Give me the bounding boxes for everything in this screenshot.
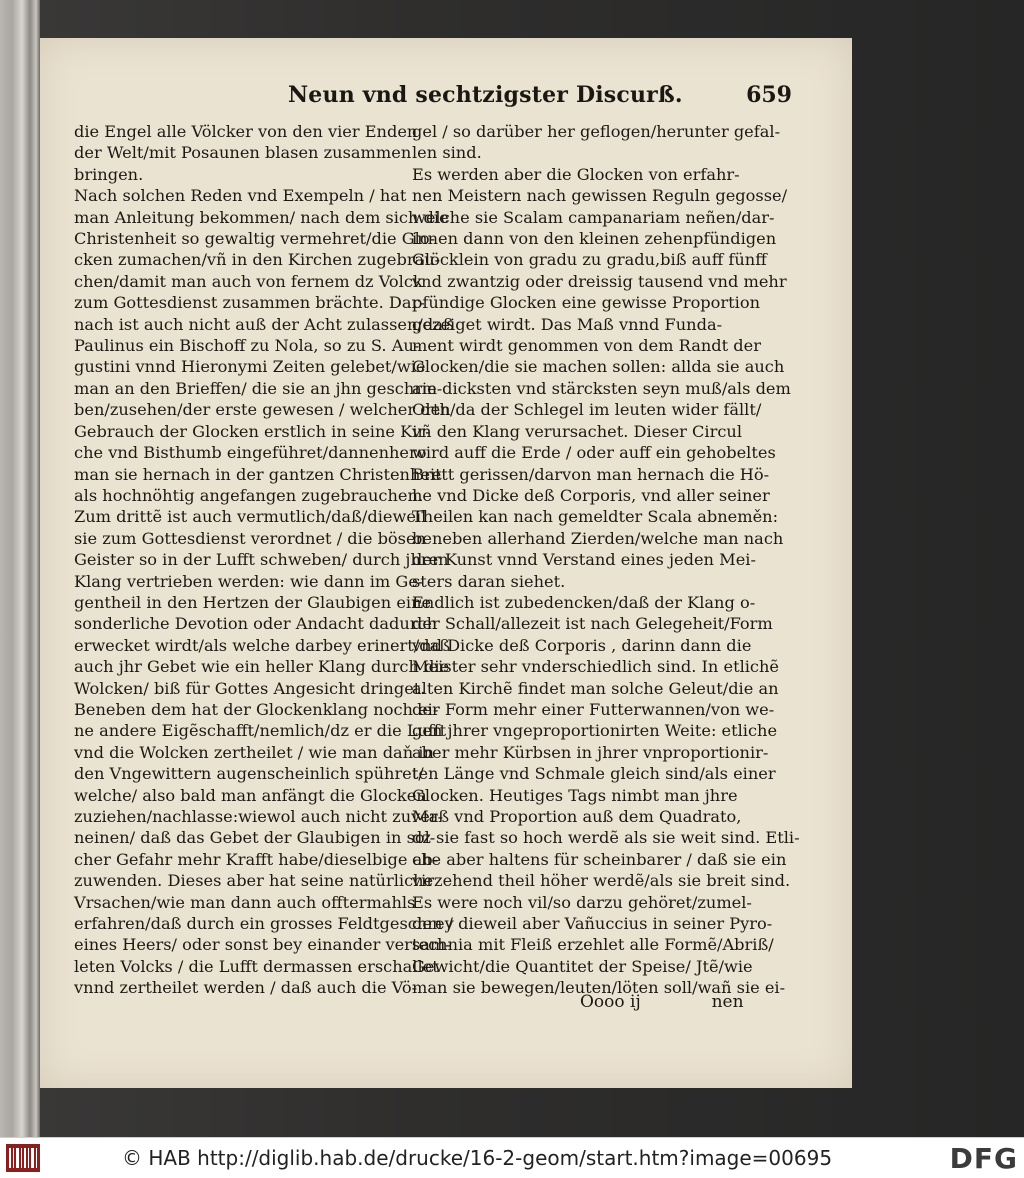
left-column-line: man an den Brieffen/ die sie an jhn geschrie- [74, 378, 443, 398]
left-column-line: che vnd Bisthumb eingeführet/dannenhero [74, 443, 427, 463]
right-column-line: technia mit Fleiß erzehlet alle Formẽ/Abriß/ [412, 935, 774, 955]
left-column-line: eines Heers/ oder sonst bey einander versam- [74, 935, 451, 955]
right-column-line: man sie bewegen/leuten/löten soll/wañ sie ei- [412, 978, 786, 998]
right-column-line: sters daran siehet. [412, 571, 566, 591]
left-column-line: Wolcken/ biß für Gottes Angesicht dringet. [74, 678, 426, 698]
left-column-line: gustini vnnd Hieronymi Zeiten gelebet/wie [74, 357, 426, 377]
right-column-line: gen jhrer vngeproportionirten Weite: etliche [412, 721, 778, 741]
left-column-line: den Vngewittern augenscheinlich spühret/ [74, 764, 424, 784]
right-column-line: wird auff die Erde / oder auff ein gehobeltes [412, 443, 776, 463]
right-column-line: Glocken/die sie machen sollen: allda sie auch [412, 357, 785, 377]
right-column-line: len sind. [412, 143, 482, 163]
left-column-line: auch jhr Gebet wie ein heller Klang durch die [74, 657, 450, 677]
right-column-line: Theilen kan nach gemeldter Scala abneměn: [412, 507, 779, 527]
left-column-line: erwecket wirdt/als welche darbey erinert/daß [74, 635, 451, 655]
left-column-line: der Welt/mit Posaunen blasen zusammen [74, 143, 412, 163]
left-column-line: zuziehen/nachlasse:wiewol auch nicht zuver- [74, 807, 444, 826]
page-number: 659 [746, 82, 792, 108]
right-column-line: Brett gerissen/darvon man hernach die Hö- [412, 464, 770, 484]
left-column-line: cken zumachen/vñ in den Kirchen zugebrau- [74, 250, 441, 270]
right-column-line: Endlich ist zubedencken/daß der Klang o- [412, 592, 756, 612]
right-column-line: vñ den Klang verursachet. Dieser Circul [412, 421, 743, 441]
catchword-line [580, 992, 750, 1012]
left-column-line: leten Volcks / die Lufft dermassen erschallet [74, 956, 439, 976]
footer-bar [0, 1137, 1024, 1178]
left-column-line: neinen/ daß das Gebet der Glaubigen in sol- [74, 828, 436, 848]
left-column-line: bringen. [74, 164, 144, 184]
right-column-line: Es werden aber die Glocken von erfahr- [412, 164, 740, 184]
right-column-line: vnd zwantzig oder dreissig tausend vnd mehr [412, 271, 787, 291]
left-column-line: Geister so in der Lufft schweben/ durch jhren [74, 550, 449, 570]
right-column-line: Es were noch vil/so darzu gehöret/zumel- [412, 892, 752, 912]
catchword: nen [711, 992, 744, 1012]
right-column-line: Meister sehr vnderschiedlich sind. In etlichẽ [412, 657, 780, 677]
left-column-line: ben/zusehen/der erste gewesen / welcher den [74, 400, 451, 420]
book-spine-edge [0, 0, 40, 1137]
signature-mark: Oooo ij [580, 992, 641, 1012]
right-column-line: che aber haltens für scheinbarer / daß sie ein [412, 849, 787, 869]
left-column-line: gentheil in den Hertzen der Glaubigen eine [74, 592, 432, 612]
right-column-line: virzehend theil höher werdẽ/als sie breit sind. [412, 871, 791, 891]
right-column-line: Glöcklein von gradu zu gradu,biß auff fünff [412, 250, 767, 270]
right-column-line: den / dieweil aber Vañuccius in seiner Pyro- [412, 914, 773, 934]
right-column-line: beneben allerhand Zierden/welche man nach [412, 528, 784, 548]
left-column-line: welche/ also bald man anfängt die Glocken [74, 785, 427, 805]
right-column-line: gezeiget wirdt. Das Maß vnnd Funda- [412, 314, 723, 334]
source-link[interactable]: © HAB http://diglib.hab.de/drucke/16-2-geom/start.htm?image=00695 [122, 1146, 833, 1170]
left-column-line: Gebrauch der Glocken erstlich in seine Kir- [74, 421, 431, 441]
right-column-line: Gewicht/die Quantitet der Speise/ Jtẽ/wie [412, 956, 753, 976]
right-column-line: dz sie fast so hoch werdẽ als sie weit sind. Etli- [412, 828, 800, 848]
left-column-line: ne andere Eigẽschafft/nemlich/dz er die Lufft [74, 721, 447, 741]
dfg-logo: DFG [949, 1142, 1018, 1175]
right-column-line: der Kunst vnnd Verstand eines jeden Mei- [412, 550, 756, 570]
right-column-line: vnd Dicke deß Corporis , darinn dann die [412, 635, 752, 655]
left-column-line: nach ist auch nicht auß der Acht zulassen/daß [74, 314, 454, 334]
right-column-line: nen Meistern nach gewissen Reguln gegosse/ [412, 186, 788, 206]
left-column-line: sie zum Gottesdienst verordnet / die bösen [74, 528, 426, 548]
left-column-line: zum Gottesdienst zusammen brächte. Dar- [74, 293, 425, 313]
left-column-line: die Engel alle Völcker von den vier Enden [74, 122, 418, 141]
right-column-line: Glocken. Heutiges Tags nimbt man jhre [412, 785, 738, 805]
left-column-line: Klang vertrieben werden: wie dann im Ge- [74, 571, 424, 591]
right-column-line: der Form mehr einer Futterwannen/von we- [412, 699, 775, 719]
left-column-line: Christenheit so gewaltig vermehret/die Glo- [74, 229, 436, 249]
left-column-line: vnd die Wolcken zertheilet / wie man daň in [74, 742, 434, 762]
right-column-line: ten Länge vnd Schmale gleich sind/als einer [412, 764, 776, 784]
left-column-line: zuwenden. Dieses aber hat seine natürliche [74, 871, 434, 891]
left-column-line: Nach solchen Reden vnd Exempeln / hat [74, 186, 407, 206]
left-column-line: Paulinus ein Bischoff zu Nola, so zu S. Au- [74, 336, 420, 356]
right-column-line: innen dann von den kleinen zehenpfündigen [412, 229, 777, 249]
right-column-line: welche sie Scalam campanariam neñen/dar- [412, 207, 775, 227]
left-column-line: man Anleitung bekommen/ nach dem sich die [74, 207, 449, 227]
left-column-line: Vrsachen/wie man dann auch offtermahls [74, 892, 416, 912]
right-column-line: pfündige Glocken eine gewisse Proportion [412, 293, 761, 313]
left-column-line: cher Gefahr mehr Krafft habe/dieselbige ab- [74, 849, 439, 869]
left-column-line: als hochnöhtig angefangen zugebrauchen. [74, 485, 424, 505]
right-column-line: ment wirdt genommen von dem Randt der [412, 336, 761, 356]
left-column-line: Zum drittẽ ist auch vermutlich/daß/dieweil [74, 507, 427, 527]
left-column-line: erfahren/daß durch ein grosses Feldtgeschrey [74, 914, 454, 934]
right-column [412, 121, 800, 999]
barcode-icon [6, 1144, 40, 1172]
right-column-line: gel / so darüber her geflogen/herunter gefal- [412, 122, 781, 141]
left-column-line: vnnd zertheilet werden / daß auch die Vö- [74, 978, 418, 998]
left-column-line: Beneben dem hat der Glockenklang noch ei- [74, 699, 439, 719]
left-column-line: sonderliche Devotion oder Andacht dadurch [74, 614, 438, 634]
right-column-line: Orth/da der Schlegel im leuten wider fällt/ [412, 400, 762, 420]
right-column-line: aber mehr Kürbsen in jhrer vnproportionir- [412, 742, 769, 762]
scanned-page [40, 38, 852, 1088]
right-column-line: am dicksten vnd stärcksten seyn muß/als dem [412, 378, 791, 398]
left-column-line: chen/damit man auch von fernem dz Volck [74, 271, 423, 291]
running-head: Neun vnd sechtzigster Discurß. [288, 82, 683, 108]
left-column-line: man sie hernach in der gantzen Christenheit [74, 464, 442, 484]
right-column-line: der Schall/allezeit ist nach Gelegeheit/Form [412, 614, 773, 634]
right-column-line: he vnd Dicke deß Corporis, vnd aller seiner [412, 485, 770, 505]
right-column-line: alten Kirchẽ findet man solche Geleut/die an [412, 678, 779, 698]
right-column-line: Maß vnd Proportion auß dem Quadrato, [412, 807, 742, 826]
